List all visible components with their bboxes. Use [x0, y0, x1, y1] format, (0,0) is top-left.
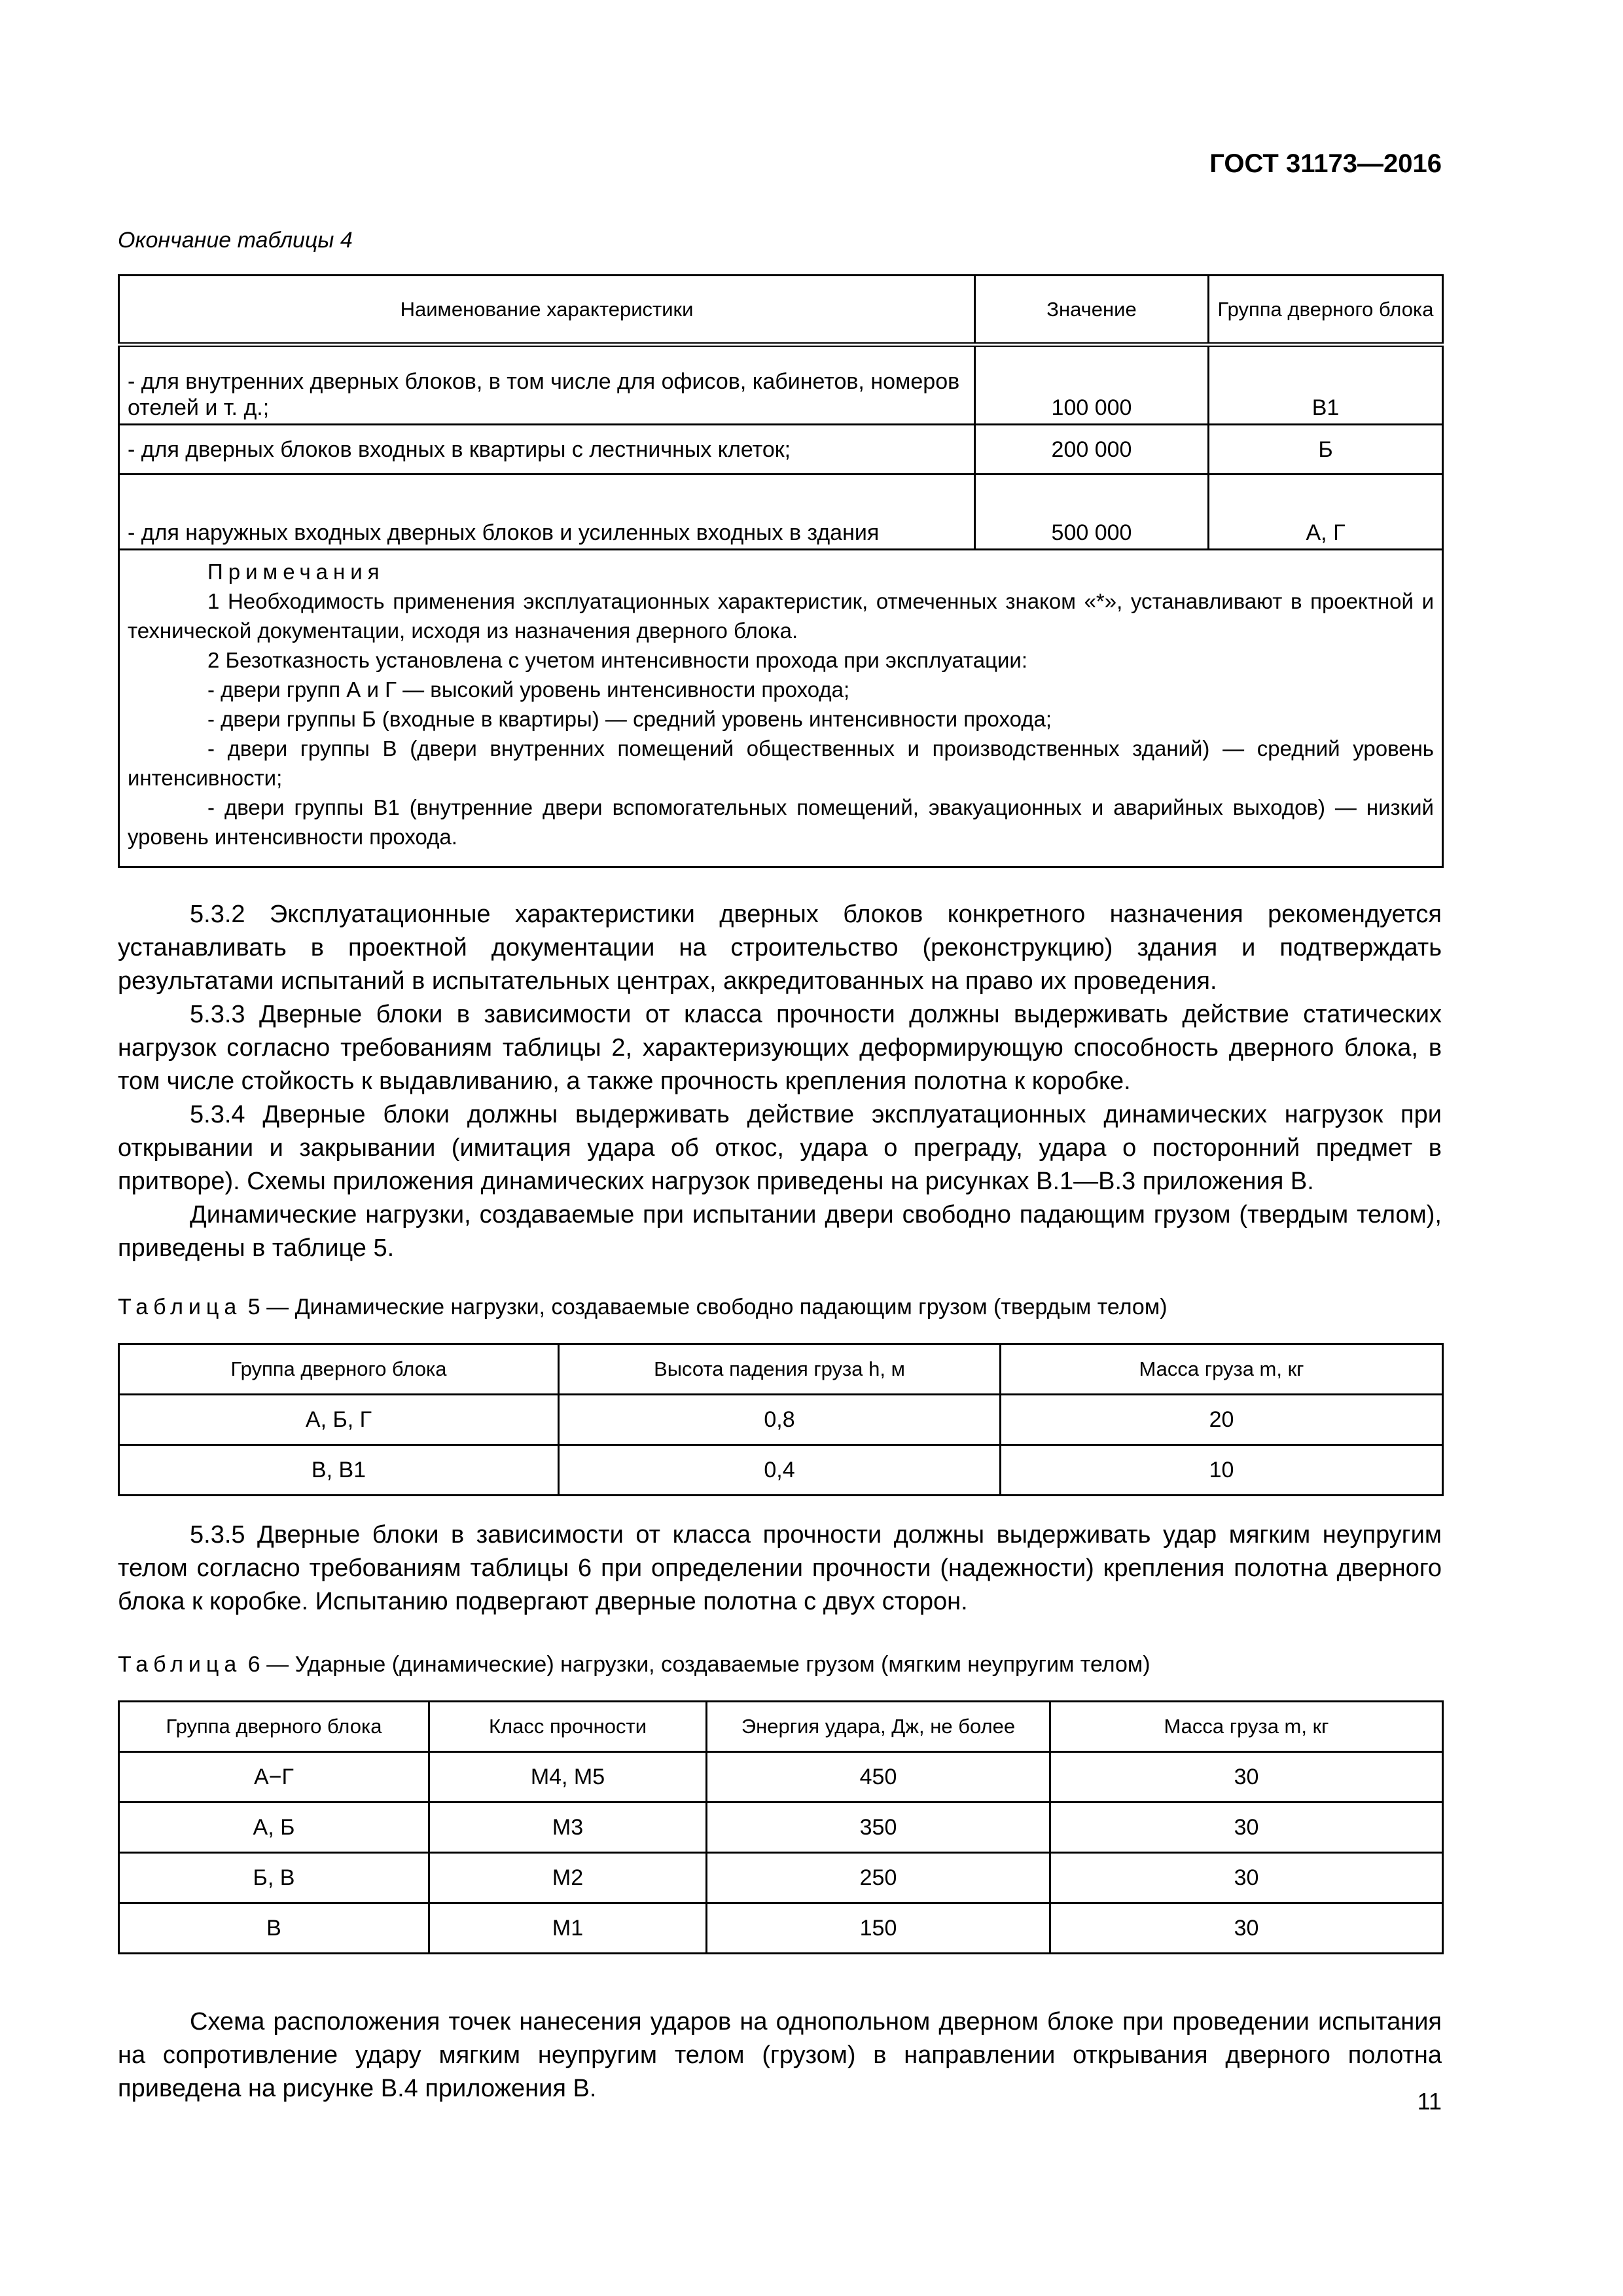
table-cell: - для внутренних дверных блоков, в том числе для офисов, кабинетов, номеров отелей и т. д.;: [119, 345, 975, 425]
table-cell: М2: [429, 1853, 707, 1903]
table-cell: 250: [707, 1853, 1050, 1903]
table-cell: В, В1: [119, 1445, 559, 1496]
table-row: [119, 425, 1443, 475]
table-cell: А, Б: [119, 1803, 429, 1853]
table-cell: 0,8: [559, 1395, 1001, 1445]
table-row: [119, 1752, 1443, 1803]
body-text-block-2: [118, 1518, 1442, 1619]
table-row: [119, 1903, 1443, 1954]
paragraph: 5.3.5 Дверные блоки в зависимости от класса прочности должны выдерживать удар мягким неупругим телом согласно требованиям таблицы 6 при определении прочности (надежности) крепления полотна дверного блока к коробке. Испытанию подвергают дверные полотна с двух сторон.: [118, 1521, 1442, 1615]
table-6-caption: [118, 1652, 1150, 1677]
note-item: 2 Безотказность установлена с учетом интенсивности прохода при эксплуатации:: [207, 648, 1028, 672]
table-cell: А, Г: [1209, 475, 1443, 550]
paragraph: 5.3.3 Дверные блоки в зависимости от класса прочности должны выдерживать действие статических нагрузок согласно требованиям таблицы 2, характеризующих деформирующую способность дверного блока, в том числе стойкость к выдавливанию, а также прочность крепления полотна к коробке.: [118, 1001, 1442, 1095]
table-cell: - для дверных блоков входных в квартиры с лестничных клеток;: [119, 425, 975, 475]
table-cell: 10: [1001, 1445, 1443, 1496]
table-row: [119, 1445, 1443, 1496]
table-header: Значение: [975, 276, 1209, 345]
table-cell: - для наружных входных дверных блоков и усиленных входных в здания: [119, 475, 975, 550]
caption-label: Таблица: [118, 1652, 242, 1677]
table-header: Наименование характеристики: [119, 276, 975, 345]
table-cell: 200 000: [975, 425, 1209, 475]
paragraph: 5.3.2 Эксплуатационные характеристики дверных блоков конкретного назначения рекомендуется устанавливать в проектной документации на строительство (реконструкцию) здания и подтверждать результатами испытаний в испытательных центрах, аккредитованных на право их проведения.: [118, 901, 1442, 995]
body-text-block-1: [118, 898, 1442, 1265]
table-cell: 500 000: [975, 475, 1209, 550]
table-cell: 30: [1050, 1853, 1443, 1903]
note-item: - двери групп А и Г — высокий уровень интенсивности прохода;: [207, 677, 850, 702]
table-header: Масса груза m, кг: [1001, 1344, 1443, 1395]
table-cell: 30: [1050, 1903, 1443, 1954]
table-header: Высота падения груза h, м: [559, 1344, 1001, 1395]
note-item: - двери группы В (двери внутренних помещений общественных и производственных зданий) — средний уровень интенсивности;: [128, 736, 1434, 790]
table-cell: А−Г: [119, 1752, 429, 1803]
note-item: - двери группы В1 (внутренние двери вспомогательных помещений, эвакуационных и аварийных выходов) — низкий уровень интенсивности прохода.: [128, 795, 1434, 849]
table-cell: 350: [707, 1803, 1050, 1853]
table-cell: 100 000: [975, 345, 1209, 425]
table-cell: М4, М5: [429, 1752, 707, 1803]
table-cell: 0,4: [559, 1445, 1001, 1496]
body-text-block-3: [118, 2005, 1442, 2106]
table-header: Группа дверного блока: [1209, 276, 1443, 345]
caption-label: Таблица: [118, 1295, 242, 1319]
table-row: [119, 345, 1443, 425]
paragraph: Динамические нагрузки, создаваемые при испытании двери свободно падающим грузом (твердым телом), приведены в таблице 5.: [118, 1201, 1442, 1262]
note-item: - двери группы Б (входные в квартиры) — средний уровень интенсивности прохода;: [207, 707, 1052, 731]
document-header: ГОСТ 31173—2016: [1209, 149, 1442, 178]
table-4: [118, 274, 1444, 868]
paragraph: Схема расположения точек нанесения ударов на однопольном дверном блоке при проведении испытания на сопротивление удару мягким неупругим телом (грузом) в направлении открывания дверного полотна приведена на рисунке В.4 приложения В.: [118, 2008, 1442, 2102]
note-item: 1 Необходимость применения эксплуатационных характеристик, отмеченных знаком «*», устанавливают в проектной и технической документации, исходя из назначения дверного блока.: [128, 589, 1434, 643]
table-notes: [119, 550, 1443, 867]
table-header: Группа дверного блока: [119, 1344, 559, 1395]
paragraph: 5.3.4 Дверные блоки должны выдерживать действие эксплуатационных динамических нагрузок при открывании и закрывании (имитация удара об откос, удара о преграду, удара о посторонний предмет в притворе). Схемы приложения динамических нагрузок приведены на рисунках В.1—В.3 приложения В.: [118, 1101, 1442, 1195]
page-number: 11: [1417, 2088, 1442, 2115]
caption-text: 5 — Динамические нагрузки, создаваемые свободно падающим грузом (твердым телом): [247, 1295, 1168, 1319]
table-cell: 30: [1050, 1752, 1443, 1803]
table-cell: В1: [1209, 345, 1443, 425]
table-cell: 150: [707, 1903, 1050, 1954]
table-cell: Б: [1209, 425, 1443, 475]
notes-title: Примечания: [207, 560, 385, 584]
table-cell: М3: [429, 1803, 707, 1853]
table-row: [119, 1395, 1443, 1445]
table-cell: Б, В: [119, 1853, 429, 1903]
table-header: Энергия удара, Дж, не более: [707, 1702, 1050, 1752]
table-row: [119, 1853, 1443, 1903]
table-cell: 450: [707, 1752, 1050, 1803]
table-row: [119, 1803, 1443, 1853]
table-cell: М1: [429, 1903, 707, 1954]
table-cell: В: [119, 1903, 429, 1954]
table-continuation-label: Окончание таблицы 4: [118, 228, 353, 253]
caption-text: 6 — Ударные (динамические) нагрузки, создаваемые грузом (мягким неупругим телом): [247, 1652, 1150, 1677]
table-cell: 20: [1001, 1395, 1443, 1445]
table-6: [118, 1700, 1444, 1954]
table-5-caption: [118, 1295, 1168, 1320]
table-header: Группа дверного блока: [119, 1702, 429, 1752]
table-cell: А, Б, Г: [119, 1395, 559, 1445]
table-row: [119, 475, 1443, 550]
table-header: Масса груза m, кг: [1050, 1702, 1443, 1752]
table-header: Класс прочности: [429, 1702, 707, 1752]
table-5: [118, 1343, 1444, 1496]
table-cell: 30: [1050, 1803, 1443, 1853]
